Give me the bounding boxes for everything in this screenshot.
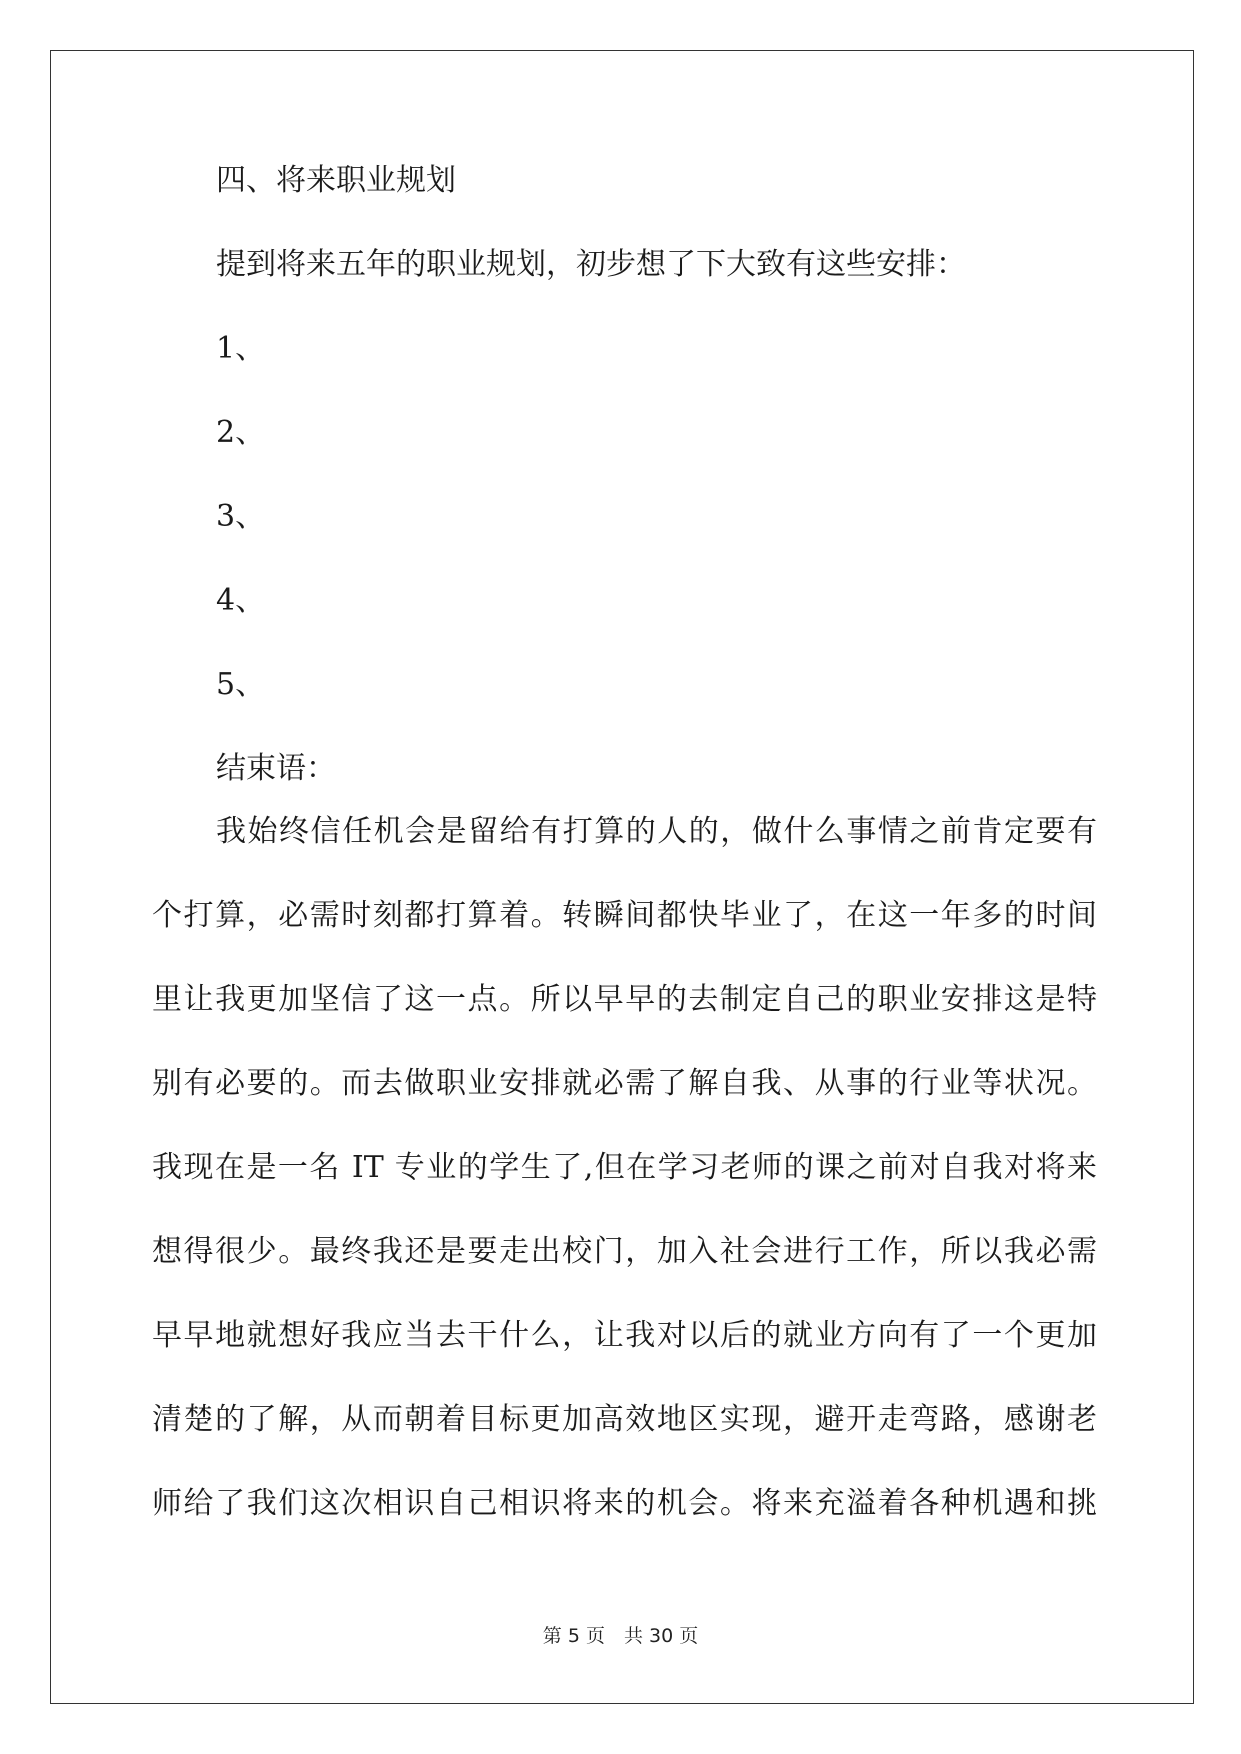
list-item-1: 1、 (216, 331, 266, 366)
list-item-5: 5、 (216, 667, 266, 702)
section-heading: 四、将来职业规划 (216, 163, 456, 198)
paragraph-line: 别有必要的。而去做职业安排就必需了解自我、从事的行业等状况。 (152, 1066, 1097, 1101)
closing-paragraph (152, 790, 1097, 1546)
list-item-4: 4、 (216, 583, 266, 618)
paragraph-line: 早早地就想好我应当去干什么，让我对以后的就业方向有了一个更加 (152, 1318, 1097, 1353)
closing-heading: 结束语： (216, 751, 336, 786)
intro-line: 提到将来五年的职业规划，初步想了下大致有这些安排： (216, 247, 966, 282)
document-content (152, 160, 1092, 832)
paragraph-line: 里让我更加坚信了这一点。所以早早的去制定自己的职业安排这是特 (152, 982, 1097, 1017)
paragraph-line: 师给了我们这次相识自己相识将来的机会。将来充溢着各种机遇和挑 (152, 1486, 1097, 1521)
page-number-footer: 第 5 页 共 30 页 (542, 1625, 699, 1647)
paragraph-line: 我始终信任机会是留给有打算的人的，做什么事情之前肯定要有 (216, 814, 1097, 849)
paragraph-line: 个打算，必需时刻都打算着。转瞬间都快毕业了，在这一年多的时间 (152, 898, 1097, 933)
paragraph-line: 我现在是一名 IT 专业的学生了,但在学习老师的课之前对自我对将来 (152, 1150, 1097, 1185)
paragraph-line: 想得很少。最终我还是要走出校门，加入社会进行工作，所以我必需 (152, 1234, 1097, 1269)
list-item-3: 3、 (216, 499, 266, 534)
list-item-2: 2、 (216, 415, 266, 450)
paragraph-line: 清楚的了解，从而朝着目标更加高效地区实现，避开走弯路，感谢老 (152, 1402, 1097, 1437)
